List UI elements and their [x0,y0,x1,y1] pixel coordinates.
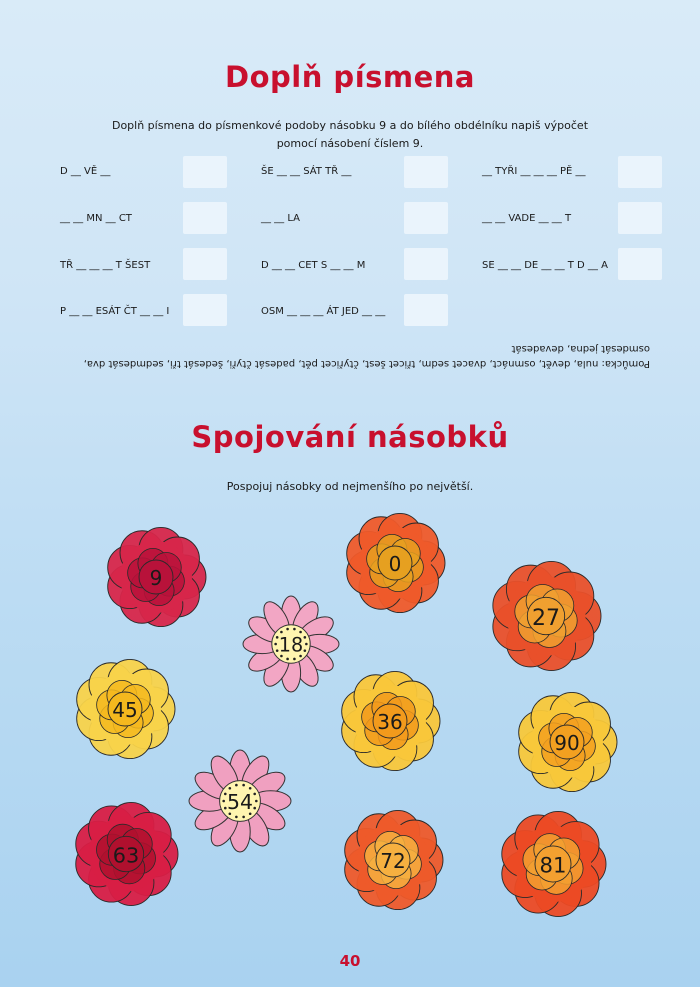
clue-text: ŠE __ __ SÁT TŘ __ [261,166,352,177]
flower-number: 54 [227,790,253,815]
flower-number: 0 [388,552,402,576]
instruction-line-1: Doplň písmena do písmenkové podoby násobku 9 a do bílého obdélníku napiš výpočet [111,119,589,132]
rose-drawing [517,692,617,792]
answer-box[interactable] [618,248,662,280]
flower-number: 9 [149,566,163,590]
flower-rose[interactable] [340,671,440,771]
flower-rose[interactable] [343,810,443,910]
flower-number: 63 [112,843,140,868]
clue-text: OSM __ __ __ ÁT JED __ __ [261,306,386,317]
clue-text: D __ __ CET S __ __ M [261,260,366,271]
page-number: 40 [339,952,361,970]
flower-rose[interactable] [106,527,206,627]
clue-text: __ __ VADE __ __ T [482,213,572,224]
flower-rose[interactable] [491,561,601,671]
rose-drawing [343,810,443,910]
clue-text: SE __ __ DE __ __ T D __ A [482,260,608,271]
section-title-fill-letters: Doplň písmena [225,60,475,94]
answer-box[interactable] [618,156,662,188]
daisy-drawing [243,596,339,692]
rose-drawing [74,802,178,906]
rose-drawing [75,659,175,759]
answer-box[interactable] [183,248,227,280]
clue-text: __ __ MN __ CT [60,213,132,224]
flower-number: 45 [112,698,138,722]
flower-rose[interactable] [74,802,178,906]
instruction-line-2: pomocí násobení číslem 9. [276,137,424,150]
rose-drawing [491,561,601,671]
hint-line-2: osmdesát jedna, devadesát [511,343,650,354]
flower-rose[interactable] [500,811,606,917]
flower-number: 27 [532,605,560,631]
flower-rose[interactable] [345,513,445,613]
flower-rose[interactable] [75,659,175,759]
flower-number: 90 [554,731,580,755]
daisy-drawing [189,750,291,852]
answer-box[interactable] [404,248,448,280]
clue-text: P __ __ ESÁT ČT __ __ I [60,306,170,317]
clue-text: TŘ __ __ __ T ŠEST [60,260,151,271]
flower-number: 18 [278,633,304,657]
clue-text: D __ VĚ __ [60,166,111,177]
hint-line-1: Pomůcka: nula, devět, osmnáct, dvacet sedm, třicet šest, čtyřicet pět, padesát čtyři, šedesát tři, sedmdesát dva, [83,358,650,369]
flower-number: 81 [539,852,567,878]
clue-text: __ __ LA [261,213,300,224]
flower-daisy[interactable] [189,750,291,852]
answer-box[interactable] [183,294,227,326]
answer-box[interactable] [404,202,448,234]
clue-text: __ TYŘI __ __ __ PĚ __ [482,166,586,177]
rose-drawing [340,671,440,771]
answer-box[interactable] [618,202,662,234]
answer-box[interactable] [404,294,448,326]
hint-upside-down [60,341,650,371]
flower-daisy[interactable] [243,596,339,692]
flower-number: 72 [380,849,406,873]
answer-box[interactable] [183,156,227,188]
instruction-connect-multiples: Pospojuj násobky od nejmenšího po největší. [226,480,474,493]
rose-drawing [345,513,445,613]
rose-drawing [106,527,206,627]
flower-number: 36 [377,710,403,734]
flower-rose[interactable] [517,692,617,792]
answer-box[interactable] [404,156,448,188]
section-title-connect-multiples: Spojování násobků [191,420,509,454]
instruction-fill-letters [80,117,620,153]
rose-drawing [500,811,606,917]
answer-box[interactable] [183,202,227,234]
